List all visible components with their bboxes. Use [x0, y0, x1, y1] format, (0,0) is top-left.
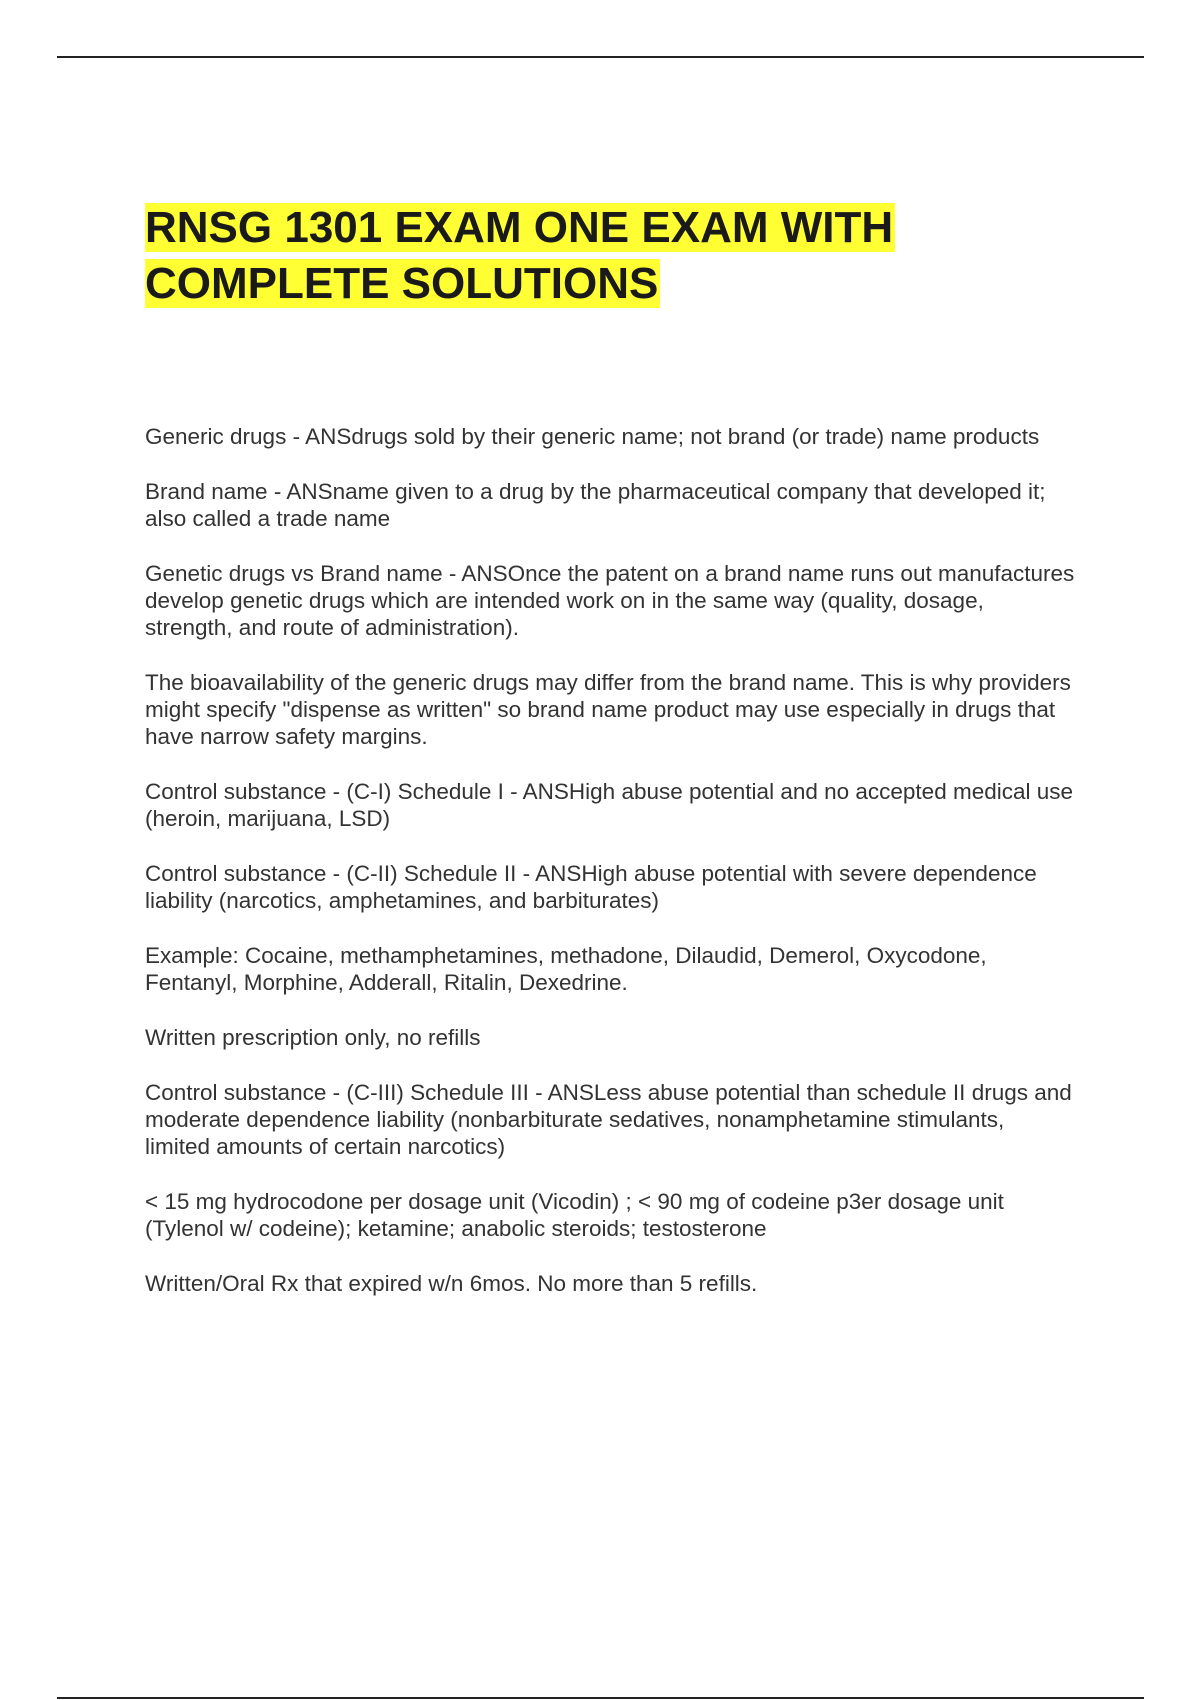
paragraph-schedule-3: Control substance - (C-III) Schedule III - ANSLess abuse potential than schedule II drugs and moderate dependence liability (nonbarbiturate sedatives, nonamphetamine stimulants, limited amounts of certain narcotics) — [145, 1080, 1072, 1159]
paragraph-schedule-1: Control substance - (C-I) Schedule I - ANSHigh abuse potential and no accepted medical use (heroin, marijuana, LSD) — [145, 779, 1074, 831]
paragraph-schedule-2-examples: Example: Cocaine, methamphetamines, methadone, Dilaudid, Demerol, Oxycodone, Fentanyl, Morphine, Adderall, Ritalin, Dexedrine. — [145, 943, 987, 995]
paragraph-schedule-2: Control substance - (C-II) Schedule II - ANSHigh abuse potential with severe dependence liability (narcotics, amphetamines, and barbiturates) — [145, 861, 1037, 913]
paragraph-schedule-3-rx: Written/Oral Rx that expired w/n 6mos. No more than 5 refills. — [145, 1271, 758, 1296]
document-body — [145, 423, 1075, 1325]
footer-rule — [57, 1697, 1144, 1699]
title-highlight: RNSG 1301 EXAM ONE EXAM WITH COMPLETE SOLUTIONS — [145, 203, 894, 308]
paragraph-schedule-2-rx: Written prescription only, no refills — [145, 1025, 481, 1050]
paragraph-generic-vs-brand: Genetic drugs vs Brand name - ANSOnce the patent on a brand name runs out manufactures develop genetic drugs which are intended work on in the same way (quality, dosage, strength, and route of administration). — [145, 561, 1075, 640]
paragraph-bioavailability: The bioavailability of the generic drugs may differ from the brand name. This is why providers might specify "dispense as written" so brand name product may use especially in drugs that have narrow safety margins. — [145, 670, 1071, 749]
document-title — [145, 200, 1065, 312]
paragraph-generic-drugs: Generic drugs - ANSdrugs sold by their generic name; not brand (or trade) name products — [145, 424, 1040, 449]
header-rule — [57, 56, 1144, 58]
paragraph-schedule-3-examples: < 15 mg hydrocodone per dosage unit (Vicodin) ; < 90 mg of codeine p3er dosage unit (Tylenol w/ codeine); ketamine; anabolic steroids; testosterone — [145, 1189, 1004, 1241]
paragraph-brand-name: Brand name - ANSname given to a drug by the pharmaceutical company that developed it; also called a trade name — [145, 479, 1046, 531]
